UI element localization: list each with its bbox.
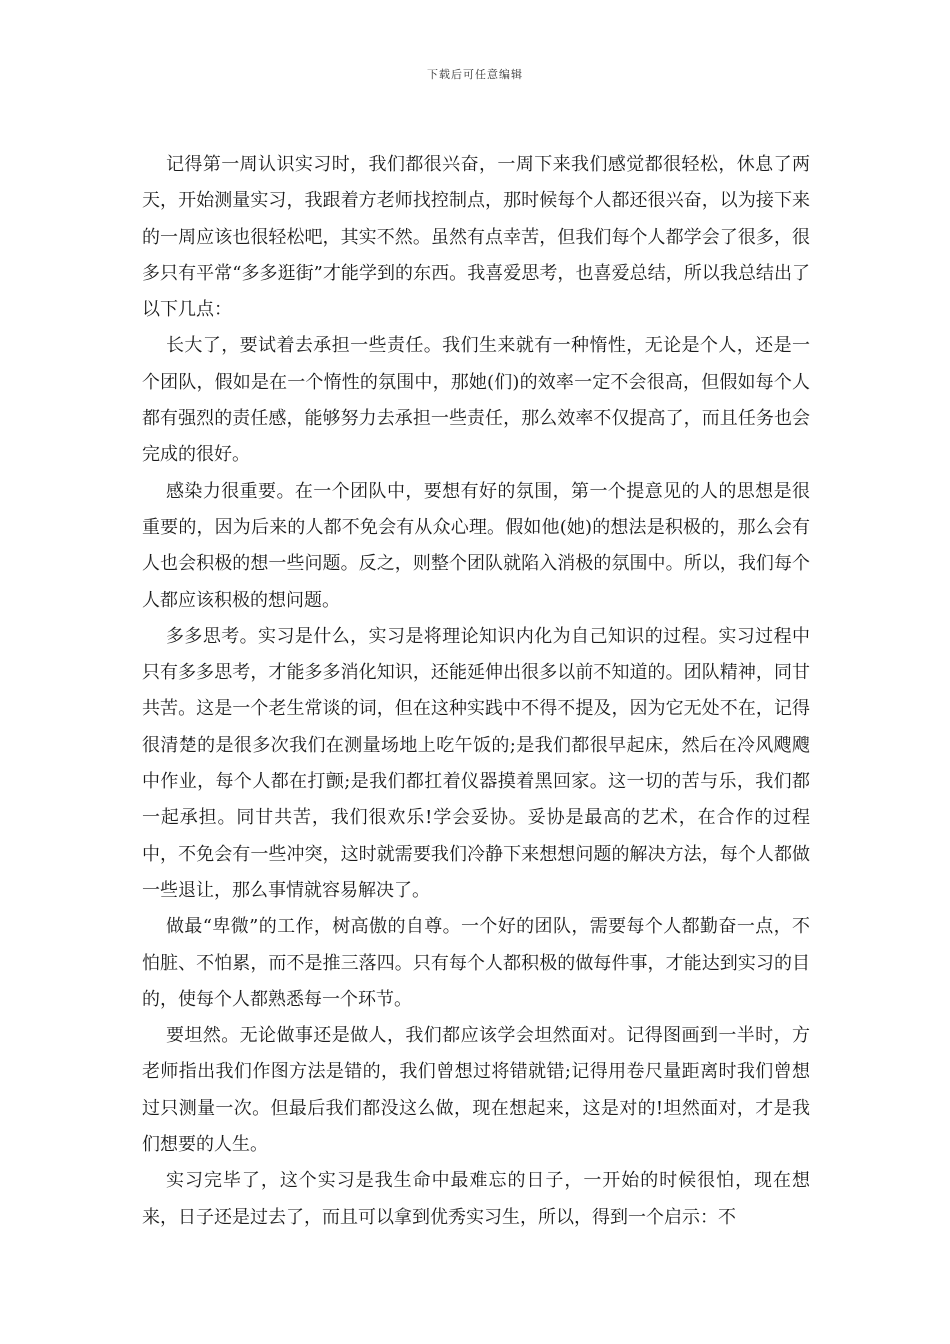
- paragraph: 长大了，要试着去承担一些责任。我们生来就有一种惰性，无论是个人，还是一个团队，假如是在一个惰性的氛围中，那她(们)的效率一定不会很高，但假如每个人都有强烈的责任感，能够努力去承担一些责任，那么效率不仅提高了，而且任务也会完成的很好。: [142, 335, 810, 466]
- paragraph: 做最“卑微”的工作，树高傲的自尊。一个好的团队，需要每个人都勤奋一点，不怕脏、不怕累，而不是推三落四。只有每个人都积极的做每件事，才能达到实习的目的，使每个人都熟悉每一个环节。: [142, 916, 810, 1010]
- page-header: 下载后可任意编辑: [427, 68, 523, 81]
- paragraph: 多多思考。实习是什么，实习是将理论知识内化为自己知识的过程。实习过程中只有多多思考，才能多多消化知识，还能延伸出很多以前不知道的。团队精神，同甘共苦。这是一个老生常谈的词，但在这种实践中不得不提及，因为它无处不在，记得很清楚的是很多次我们在测量场地上吃午饭的;是我们都很早起床，然后在冷风飕飕中作业，每个人都在打颤;是我们都扛着仪器摸着黑回家。这一切的苦与乐，我们都一起承担。同甘共苦，我们很欢乐!学会妥协。妥协是最高的艺术，在合作的过程中，不免会有一些冲突，这时就需要我们冷静下来想想问题的解决方法，每个人都做一些退让，那么事情就容易解决了。: [142, 625, 810, 901]
- paragraph: 感染力很重要。在一个团队中，要想有好的氛围，第一个提意见的人的思想是很重要的，因为后来的人都不免会有从众心理。假如他(她)的想法是积极的，那么会有人也会积极的想一些问题。反之，则整个团队就陷入消极的氛围中。所以，我们每个人都应该积极的想问题。: [142, 480, 810, 611]
- paragraph: 实习完毕了，这个实习是我生命中最难忘的日子，一开始的时候很怕，现在想来，日子还是过去了，而且可以拿到优秀实习生，所以，得到一个启示：不: [142, 1170, 810, 1228]
- paragraph: 要坦然。无论做事还是做人，我们都应该学会坦然面对。记得图画到一半时，方老师指出我们作图方法是错的，我们曾想过将错就错;记得用卷尺量距离时我们曾想过只测量一次。但最后我们都没这么做，现在想起来，这是对的!坦然面对，才是我们想要的人生。: [142, 1025, 810, 1156]
- paragraph: 记得第一周认识实习时，我们都很兴奋，一周下来我们感觉都很轻松，休息了两天，开始测量实习，我跟着方老师找控制点，那时候每个人都还很兴奋，以为接下来的一周应该也很轻松吧，其实不然。虽然有点幸苦，但我们每个人都学会了很多，很多只有平常“多多逛街”才能学到的东西。我喜爱思考，也喜爱总结，所以我总结出了以下几点：: [142, 154, 810, 321]
- document-body: [142, 147, 810, 1236]
